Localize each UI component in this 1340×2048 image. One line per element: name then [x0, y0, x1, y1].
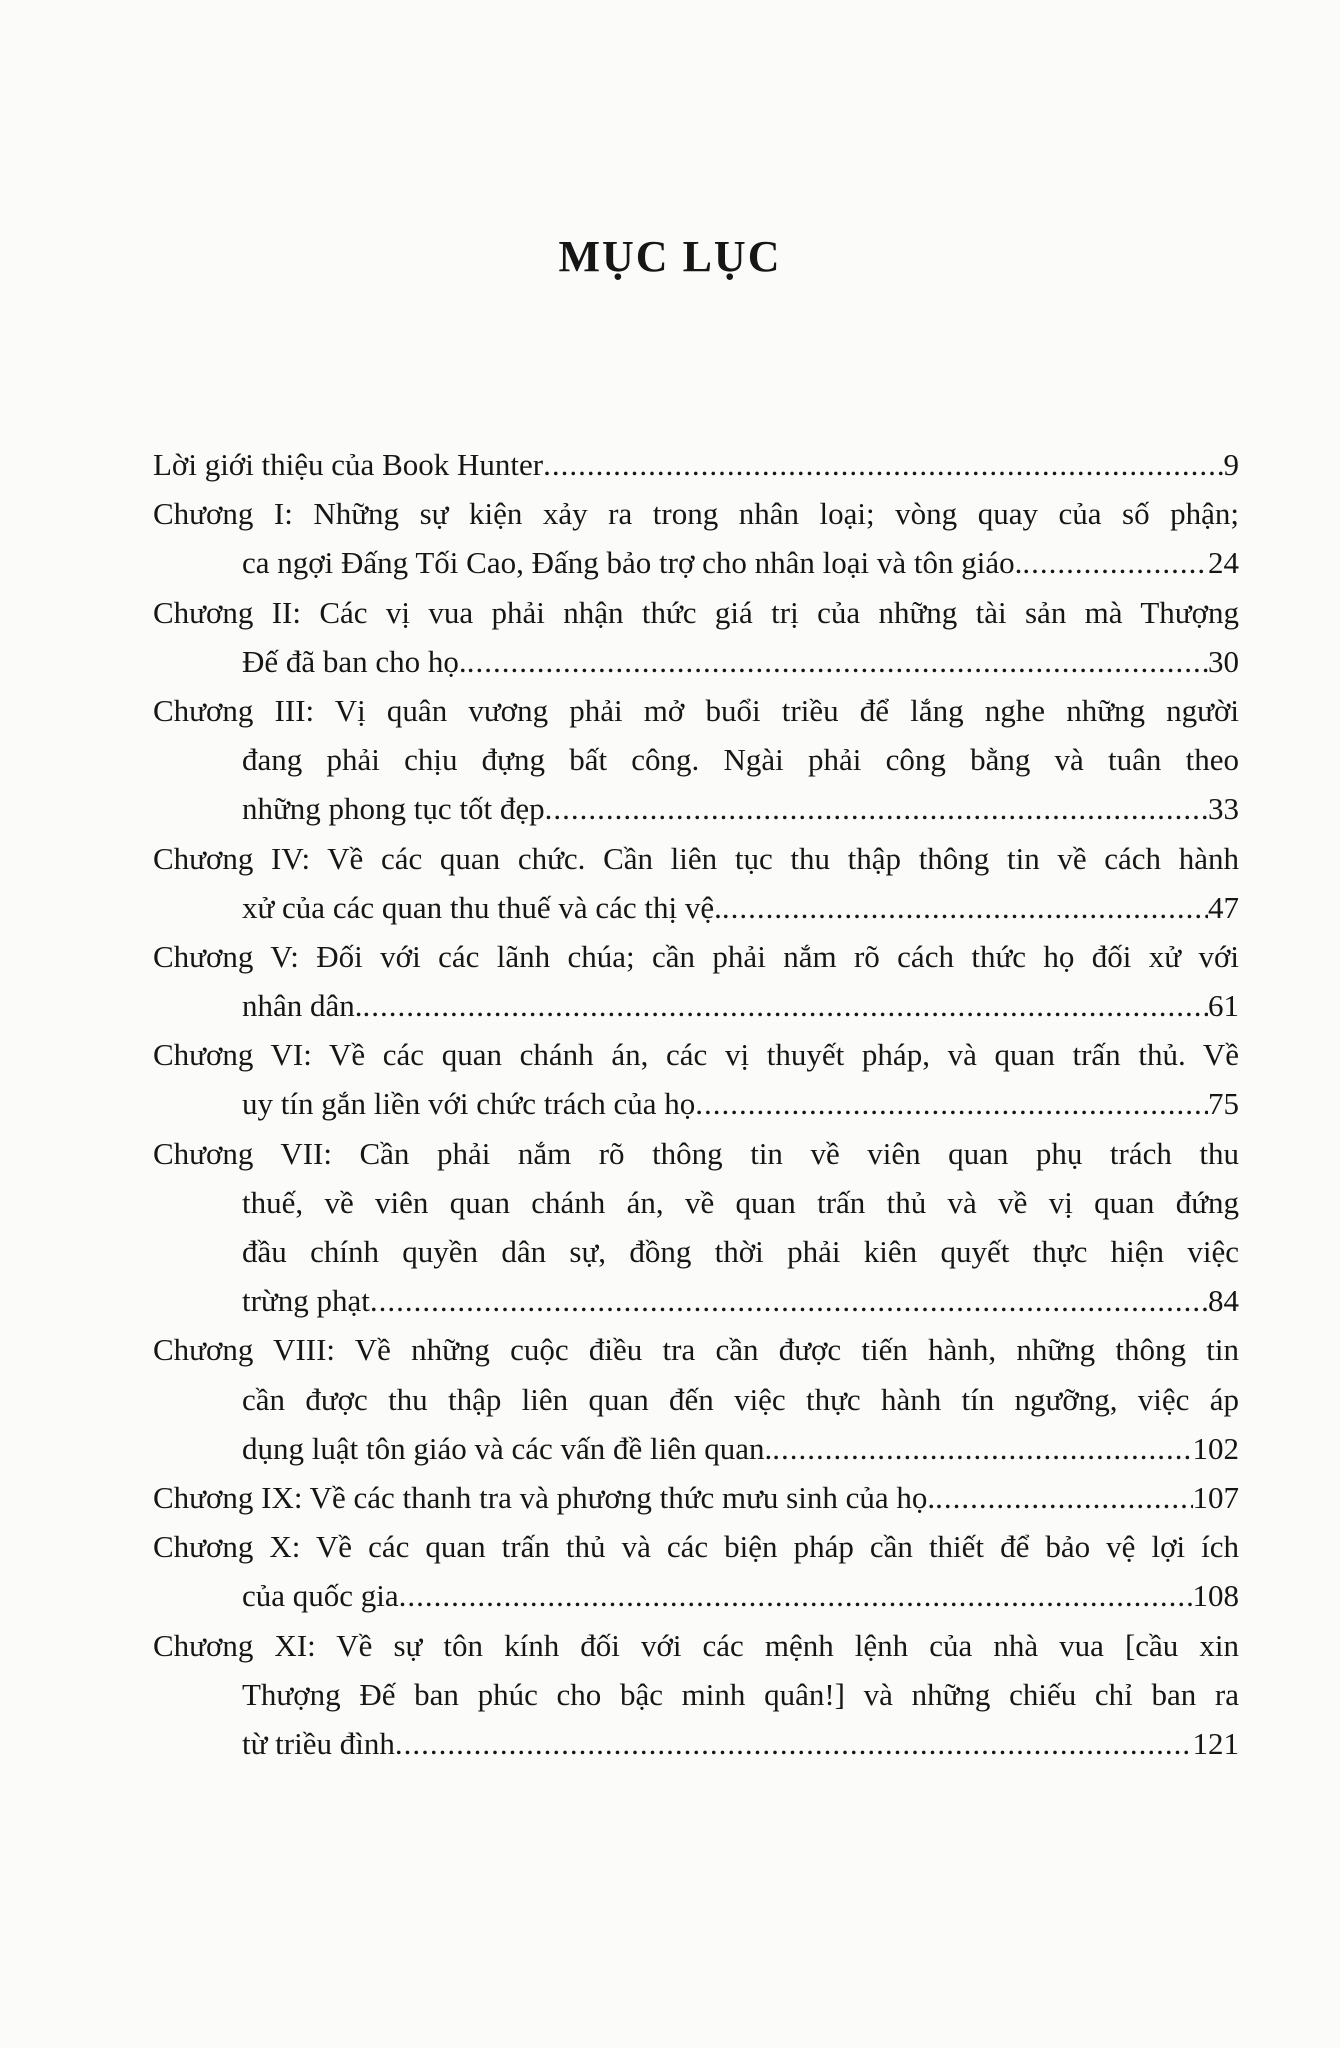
dot-leader	[395, 1719, 1193, 1768]
toc-page-number: 121	[1192, 1725, 1239, 1761]
toc-entry-line: Chương VIII: Về những cuộc điều tra cần được tiến hành, những thông tin	[153, 1332, 1239, 1368]
toc-entry-last-line	[153, 1424, 1239, 1473]
toc-entry-last-line	[153, 1079, 1239, 1128]
toc-entry-last-line	[153, 883, 1239, 932]
toc-entry-last-line	[153, 1571, 1239, 1620]
dot-leader	[545, 784, 1208, 833]
toc-entry[interactable]	[153, 1621, 1239, 1769]
dot-leader	[543, 440, 1223, 489]
toc-page-number: 107	[1192, 1479, 1239, 1515]
toc-entry-text: dụng luật tôn giáo và các vấn đề liên quan.	[242, 1430, 773, 1466]
toc-entry-text: uy tín gắn liền với chức trách của họ	[242, 1086, 696, 1122]
toc-entry-text: ca ngợi Đấng Tối Cao, Đấng bảo trợ cho nhân loại và tôn giáo.	[242, 545, 1023, 581]
toc-entry-last-line	[153, 1276, 1239, 1325]
toc-entry[interactable]	[153, 588, 1239, 686]
toc-entry-last-line	[153, 1719, 1239, 1768]
dot-leader	[935, 1473, 1192, 1522]
toc-entry-line: Chương VII: Cần phải nắm rõ thông tin về viên quan phụ trách thu	[153, 1135, 1239, 1171]
dot-leader	[363, 981, 1208, 1030]
toc-entry[interactable]	[153, 1030, 1239, 1128]
dot-leader	[467, 637, 1208, 686]
toc-entry-line: thuế, về viên quan chánh án, về quan trấn thủ và về vị quan đứng	[242, 1184, 1239, 1220]
toc-entry-text: trừng phạt	[242, 1283, 370, 1319]
toc-entry-line: Chương III: Vị quân vương phải mở buổi triều để lắng nghe những người	[153, 692, 1239, 728]
toc-page-number: 24	[1208, 545, 1239, 581]
toc-page-number: 102	[1192, 1430, 1239, 1466]
toc-page-number: 30	[1208, 643, 1239, 679]
toc-entry-last-line	[153, 637, 1239, 686]
toc-entry-text: từ triều đình	[242, 1725, 395, 1761]
dot-leader	[722, 883, 1208, 932]
toc-entry-text: xử của các quan thu thuế và các thị vệ.	[242, 889, 722, 925]
toc-entry[interactable]	[153, 1129, 1239, 1326]
toc-page-number: 84	[1208, 1283, 1239, 1319]
toc-entry[interactable]	[153, 1522, 1239, 1620]
toc-entry[interactable]	[153, 489, 1239, 587]
toc-entry-text: những phong tục tốt đẹp	[242, 791, 545, 827]
toc-page-number: 47	[1208, 889, 1239, 925]
toc-page-number: 108	[1192, 1578, 1239, 1614]
dot-leader	[370, 1276, 1208, 1325]
toc-entry-line: Chương X: Về các quan trấn thủ và các biện pháp cần thiết để bảo vệ lợi ích	[153, 1529, 1239, 1565]
toc-entry[interactable]	[153, 1325, 1239, 1473]
toc-entry-line: Thượng Đế ban phúc cho bậc minh quân!] và những chiếu chỉ ban ra	[242, 1676, 1239, 1712]
toc-entry-line: Chương I: Những sự kiện xảy ra trong nhân loại; vòng quay của số phận;	[153, 496, 1239, 532]
toc-entry-line: Chương IV: Về các quan chức. Cần liên tục thu thập thông tin về cách hành	[153, 840, 1239, 876]
toc-entry-text: Chương IX: Về các thanh tra và phương thức mưu sinh của họ.	[153, 1479, 936, 1515]
toc-page-number: 75	[1208, 1086, 1239, 1122]
toc-entry-text: nhân dân.	[242, 988, 363, 1024]
toc-entry-line: cần được thu thập liên quan đến việc thực hành tín ngưỡng, việc áp	[242, 1381, 1239, 1417]
toc-entry-line: Chương V: Đối với các lãnh chúa; cần phải nắm rõ cách thức họ đối xử với	[153, 938, 1239, 974]
toc-entry-text: Lời giới thiệu của Book Hunter	[153, 447, 544, 482]
toc-entry-line: Chương II: Các vị vua phải nhận thức giá trị của những tài sản mà Thượng	[153, 594, 1239, 630]
toc-page-number: 9	[1223, 447, 1239, 482]
dot-leader	[695, 1079, 1208, 1128]
toc-entry[interactable]	[153, 834, 1239, 932]
table-of-contents	[153, 440, 1239, 1768]
toc-entry[interactable]	[153, 440, 1239, 489]
dot-leader	[399, 1571, 1193, 1620]
toc-entry[interactable]	[153, 932, 1239, 1030]
dot-leader	[772, 1424, 1192, 1473]
toc-entry-text: của quốc gia	[242, 1578, 399, 1614]
toc-entry-last-line	[153, 981, 1239, 1030]
page-title: MỤC LỤC	[558, 232, 782, 282]
toc-entry-last-line	[153, 440, 1239, 489]
dot-leader	[1022, 538, 1208, 587]
toc-entry-line: Chương XI: Về sự tôn kính đối với các mệnh lệnh của nhà vua [cầu xin	[153, 1627, 1239, 1663]
toc-entry-line: đầu chính quyền dân sự, đồng thời phải kiên quyết thực hiện việc	[242, 1234, 1239, 1269]
toc-entry-line: Chương VI: Về các quan chánh án, các vị thuyết pháp, và quan trấn thủ. Về	[153, 1037, 1239, 1073]
toc-entry[interactable]	[153, 686, 1239, 834]
toc-entry-last-line	[153, 1473, 1239, 1522]
toc-entry-line: đang phải chịu đựng bất công. Ngài phải công bằng và tuân theo	[242, 742, 1239, 778]
toc-page-number: 33	[1208, 791, 1239, 827]
toc-entry-last-line	[153, 784, 1239, 833]
toc-entry-text: Đế đã ban cho họ.	[242, 643, 467, 679]
toc-entry[interactable]	[153, 1473, 1239, 1522]
toc-entry-last-line	[153, 538, 1239, 587]
toc-page-number: 61	[1208, 988, 1239, 1024]
